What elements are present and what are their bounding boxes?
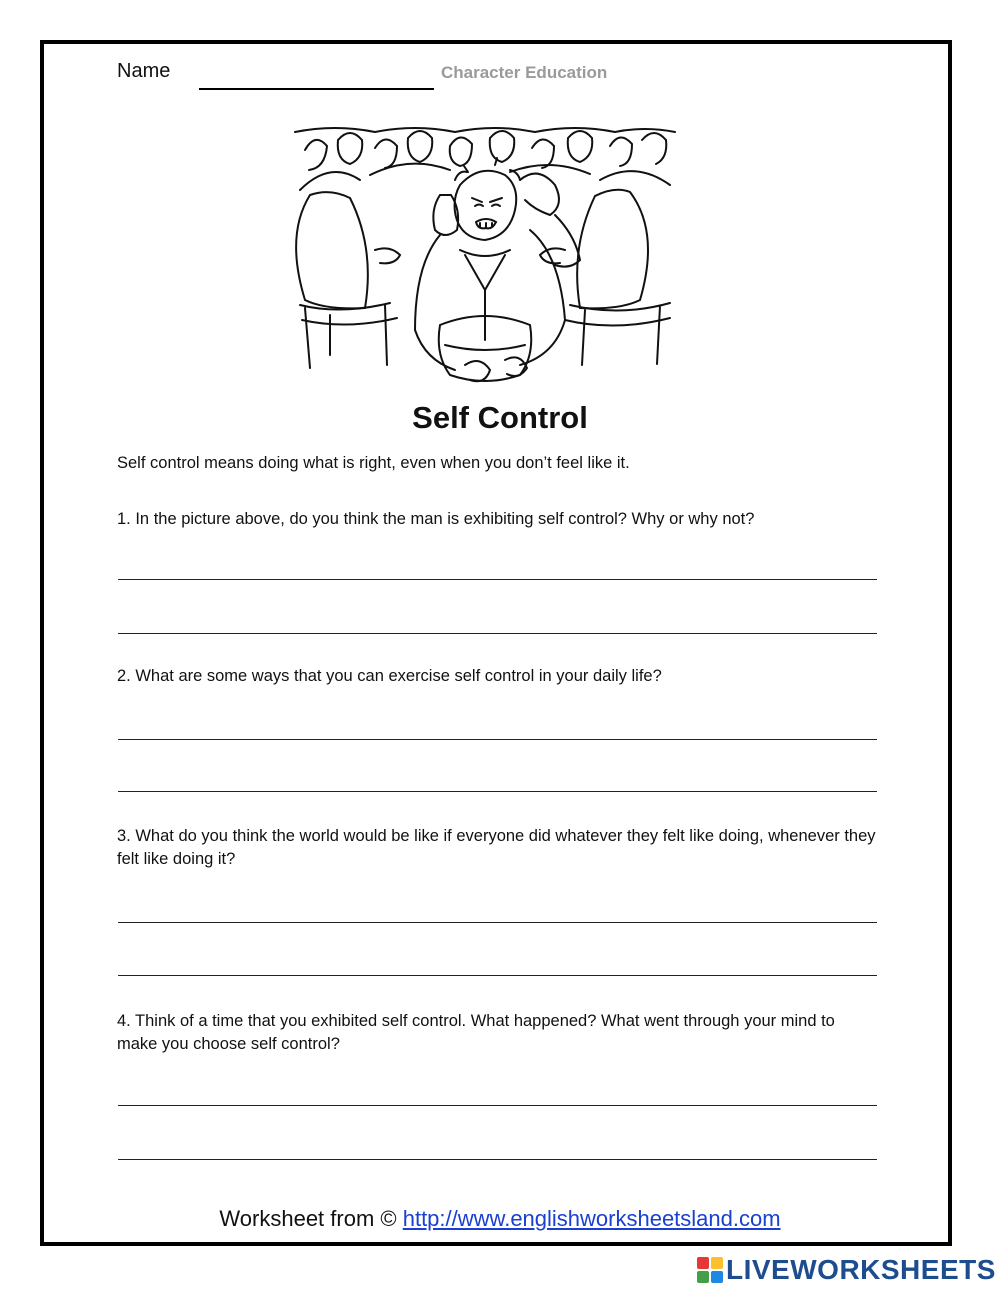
footer-prefix: Worksheet from © xyxy=(219,1206,403,1231)
answer-line-3a[interactable] xyxy=(118,922,877,923)
name-label: Name xyxy=(117,60,171,82)
answer-line-1b[interactable] xyxy=(118,633,877,634)
answer-line-1a[interactable] xyxy=(118,579,877,580)
name-answer-line[interactable] xyxy=(199,88,434,90)
footer-credit xyxy=(0,1206,1000,1232)
liveworksheets-brand xyxy=(697,1255,996,1285)
footer-link[interactable]: http://www.englishworksheetsland.com xyxy=(402,1206,781,1231)
answer-line-3b[interactable] xyxy=(118,975,877,976)
question-2: 2. What are some ways that you can exercise self control in your daily life? xyxy=(117,667,662,685)
question-4: 4. Think of a time that you exhibited self control. What happened? What went through your mind to make you choose self control? xyxy=(117,1012,835,1053)
answer-line-4a[interactable] xyxy=(118,1105,877,1106)
brand-text: LIVEWORKSHEETS xyxy=(726,1254,996,1285)
answer-line-2b[interactable] xyxy=(118,791,877,792)
answer-line-2a[interactable] xyxy=(118,739,877,740)
question-1: 1. In the picture above, do you think the man is exhibiting self control? Why or why not? xyxy=(117,510,755,528)
liveworksheets-logo-icon xyxy=(697,1257,723,1283)
question-3: 3. What do you think the world would be like if everyone did whatever they felt like doing, whenever they felt like doing it? xyxy=(117,827,876,868)
answer-line-4b[interactable] xyxy=(118,1159,877,1160)
worksheet-title: Self Control xyxy=(412,400,588,435)
angry-man-illustration-icon xyxy=(290,120,680,395)
category-label: Character Education xyxy=(441,63,608,82)
intro-text: Self control means doing what is right, even when you don’t feel like it. xyxy=(117,454,630,472)
